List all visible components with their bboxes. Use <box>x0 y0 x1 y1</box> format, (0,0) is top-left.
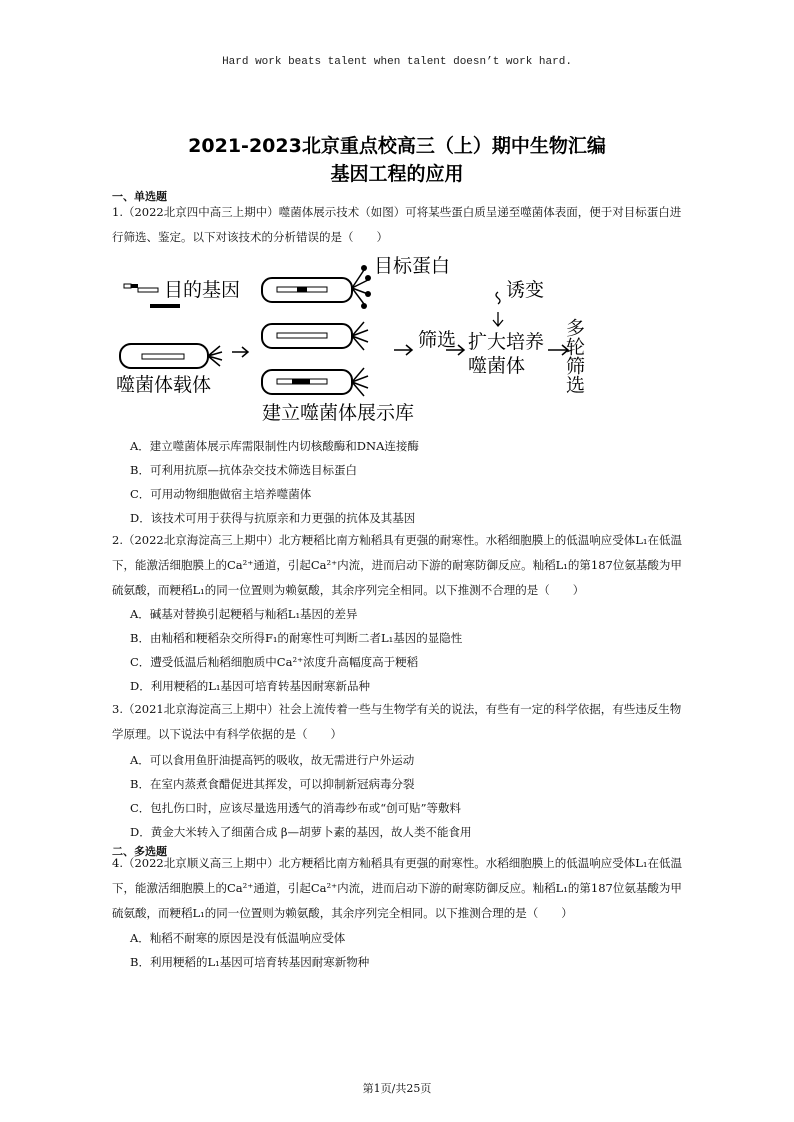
question-3-option-d: D．黄金大米转入了细菌合成 β—胡萝卜素的基因，故人类不能食用 <box>130 825 472 839</box>
amplify-label-2: 噬菌体 <box>468 355 526 377</box>
question-3-option-a: A．可以食用鱼肝油提高钙的吸收，故无需进行户外运动 <box>130 753 415 767</box>
doc-title: 2021-2023北京重点校高三（上）期中生物汇编 <box>188 135 606 157</box>
question-2-option-a: A．碱基对替换引起粳稻与籼稻L₁基因的差异 <box>130 607 358 621</box>
arrow-icon <box>232 347 248 357</box>
phage-library-1 <box>262 265 371 309</box>
question-1-option-a: A．建立噬菌体展示库需限制性内切核酸酶和DNA连接酶 <box>130 439 419 453</box>
question-1-option-d: D．该技术可用于获得与抗原亲和力更强的抗体及其基因 <box>130 511 416 525</box>
arrow-icon <box>394 345 412 355</box>
question-2-option-c: C．遭受低温后籼稻细胞质中Ca²⁺浓度升高幅度高于粳稻 <box>130 655 419 669</box>
target-protein-label: 目标蛋白 <box>374 255 451 277</box>
question-3-stem: 3.（2021北京海淀高三上期中）社会上流传着一些与生物学有关的说法，有些有一定的科学依据，有些违反生物学原理。以下说法中有科学依据的是（ ） <box>112 702 682 741</box>
question-1-stem: 1.（2022北京四中高三上期中）噬菌体展示技术（如图）可将某些蛋白质呈递至噬菌体表面，便于对目标蛋白进行筛选、鉴定。以下对该技术的分析错误的是（ ） <box>112 205 682 244</box>
section-multi-choice: 二、多选题 <box>112 845 167 858</box>
question-4-stem: 4.（2022北京顺义高三上期中）北方粳稻比南方籼稻具有更强的耐寒性。水稻细胞膜上的低温响应受体L₁在低温下，能激活细胞膜上的Ca²⁺通道，引起Ca²⁺内流，进而启动下游的耐寒防御反应。籼稻L₁的第187位氨基酸为甲硫氨酸，而粳稻L₁的同一位置则为赖氨酸，其余序列完全相同。以下推测合理的是（ ） <box>112 856 682 920</box>
phage-vector-label: 噬菌体载体 <box>116 374 212 396</box>
question-4-option-b: B．利用粳稻的L₁基因可培育转基因耐寒新物种 <box>130 955 370 969</box>
doc-subtitle: 基因工程的应用 <box>330 163 464 185</box>
amplify-label-1: 扩大培养 <box>468 331 545 353</box>
screen-label: 筛选 <box>418 329 457 351</box>
question-4-option-a: A．籼稻不耐寒的原因是没有低温响应受体 <box>130 931 346 945</box>
header-motto: Hard work beats talent when talent doesn’t work hard. <box>222 56 572 68</box>
phage-library-3 <box>262 368 368 396</box>
phage-library-2 <box>262 322 368 350</box>
multi-screen-label: 多轮筛选 <box>563 318 585 394</box>
phage-vector <box>120 344 222 368</box>
question-2-stem: 2.（2022北京海淀高三上期中）北方粳稻比南方籼稻具有更强的耐寒性。水稻细胞膜上的低温响应受体L₁在低温下，能激活细胞膜上的Ca²⁺通道，引起Ca²⁺内流，进而启动下游的耐寒防御反应。籼稻L₁的第187位氨基酸为甲硫氨酸，而粳稻L₁的同一位置则为赖氨酸，其余序列完全相同。以下推测不合理的是（ ） <box>112 533 682 597</box>
phage-display-diagram <box>112 248 612 428</box>
question-2-option-b: B．由籼稻和粳稻杂交所得F₁的耐寒性可判断二者L₁基因的显隐性 <box>130 631 463 645</box>
question-1-option-b: B．可利用抗原—抗体杂交技术筛选目标蛋白 <box>130 463 357 477</box>
question-1-option-c: C．可用动物细胞做宿主培养噬菌体 <box>130 487 312 501</box>
question-2-option-d: D．利用粳稻的L₁基因可培育转基因耐寒新品种 <box>130 679 370 693</box>
target-gene-label: 目的基因 <box>164 279 241 301</box>
section-single-choice: 一、单选题 <box>112 190 167 203</box>
mutagen-label: 诱变 <box>506 279 545 301</box>
phage-library-label: 建立噬菌体展示库 <box>262 402 415 424</box>
question-3-option-c: C．包扎伤口时，应该尽量选用透气的消毒纱布或“创可贴”等敷料 <box>130 801 462 815</box>
mutation-squiggle-icon <box>493 292 503 326</box>
question-3-option-b: B．在室内蒸煮食醋促进其挥发，可以抑制新冠病毒分裂 <box>130 777 415 791</box>
page-number: 第1页/共25页 <box>362 1082 432 1095</box>
